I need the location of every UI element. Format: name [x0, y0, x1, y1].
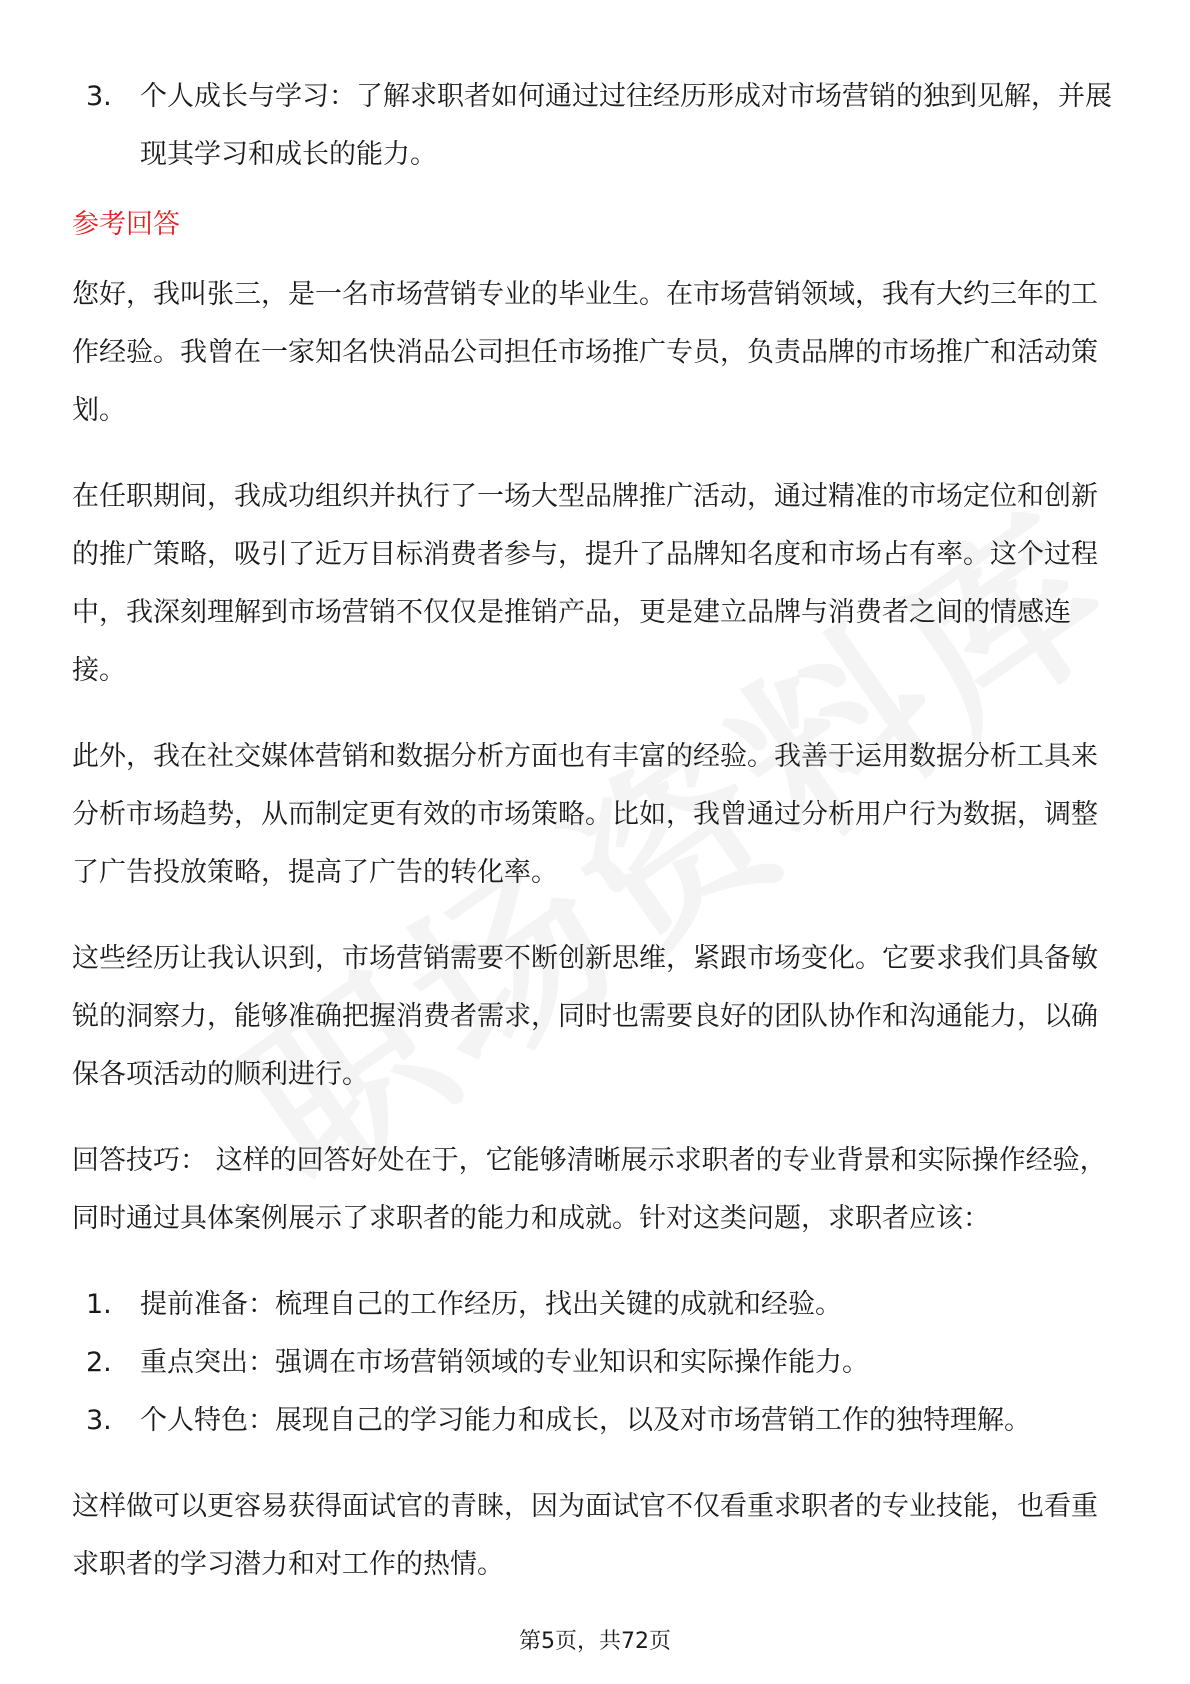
list-item-number: 3. [86, 81, 112, 112]
tips-list [72, 1276, 1122, 1450]
list-item-text: 个人成长与学习：了解求职者如何通过过往经历形成对市场营销的独到见解，并展现其学习和成长的能力。 [140, 81, 1112, 170]
section-title: 参考回答 [72, 209, 180, 240]
list-item-number: 2. [86, 1347, 112, 1378]
list-item [86, 1276, 1122, 1334]
list-item-personal-growth [86, 68, 1122, 184]
list-item-text: 提前准备：梳理自己的工作经历，找出关键的成就和经验。 [140, 1289, 842, 1320]
paragraph-skills: 此外，我在社交媒体营销和数据分析方面也有丰富的经验。我善于运用数据分析工具来分析市场趋势，从而制定更有效的市场策略。比如，我曾通过分析用户行为数据，调整了广告投放策略，提高了广告的转化率。 [72, 741, 1098, 888]
list-item-number: 1. [86, 1289, 112, 1320]
paragraph-closing: 这样做可以更容易获得面试官的青睐，因为面试官不仅看重求职者的专业技能，也看重求职者的学习潜力和对工作的热情。 [72, 1491, 1098, 1580]
list-item-number: 3. [86, 1405, 112, 1436]
list-item-text: 个人特色：展现自己的学习能力和成长，以及对市场营销工作的独特理解。 [140, 1405, 1031, 1436]
paragraph-reflection: 这些经历让我认识到，市场营销需要不断创新思维，紧跟市场变化。它要求我们具备敏锐的洞察力，能够准确把握消费者需求，同时也需要良好的团队协作和沟通能力，以确保各项活动的顺利进行。 [72, 943, 1098, 1090]
paragraph-intro: 您好，我叫张三，是一名市场营销专业的毕业生。在市场营销领域，我有大约三年的工作经验。我曾在一家知名快消品公司担任市场推广专员，负责品牌的市场推广和活动策划。 [72, 279, 1098, 426]
list-item [86, 1334, 1122, 1392]
list-item [86, 1392, 1122, 1450]
page-footer: 第5页，共72页 [519, 1629, 671, 1654]
paragraph-experience: 在任职期间，我成功组织并执行了一场大型品牌推广活动，通过精准的市场定位和创新的推广策略，吸引了近万目标消费者参与，提升了品牌知名度和市场占有率。这个过程中，我深刻理解到市场营销不仅仅是推销产品，更是建立品牌与消费者之间的情感连接。 [72, 481, 1098, 686]
list-item-text: 重点突出：强调在市场营销领域的专业知识和实际操作能力。 [140, 1347, 869, 1378]
paragraph-answer-tips: 回答技巧： 这样的回答好处在于，它能够清晰展示求职者的专业背景和实际操作经验，同时通过具体案例展示了求职者的能力和成就。针对这类问题，求职者应该： [72, 1145, 1107, 1234]
page-content [72, 68, 1122, 1622]
